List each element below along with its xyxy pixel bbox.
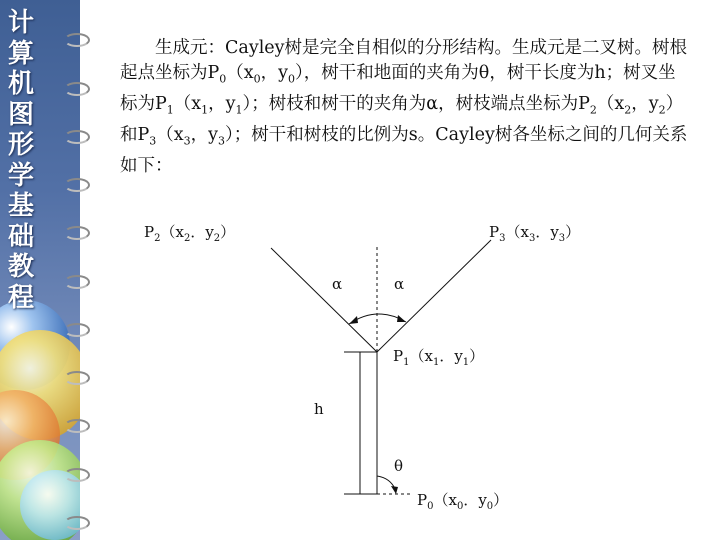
title-char: 学 bbox=[7, 160, 34, 191]
description-paragraph: 生成元：Cayley树是完全自相似的分形结构。生成元是二叉树。树根起点坐标为$P_0(x_0$，$y_0$），树干和地面的夹角为θ，树干长度为h；树叉坐标为$P_1(x_1$，$y_1$）；树枝和树干的夹角为α，树枝端点坐标为$P_2(x_2$，$y_2$）和$P_3(x_3$，$y_3$）；树干和树枝的比例为s。Cayley树各坐标之间的几何关系如下： bbox=[120, 38, 688, 176]
point-p2-label: $P_2(x_2$．$y_2$） bbox=[144, 223, 236, 244]
alpha-left-label: α bbox=[332, 275, 343, 293]
title-char: 形 bbox=[7, 130, 34, 160]
binder-ring bbox=[64, 130, 90, 144]
theta-arc-arrow bbox=[391, 486, 398, 494]
binder-ring bbox=[64, 33, 90, 47]
title-char: 程 bbox=[7, 282, 34, 313]
left-branch bbox=[271, 248, 377, 352]
course-title-vertical bbox=[2, 8, 40, 313]
title-char: 教 bbox=[7, 252, 34, 282]
title-char: 机 bbox=[7, 69, 34, 99]
alpha-arc-arrow bbox=[397, 315, 406, 322]
binder-ring bbox=[64, 178, 90, 192]
binder-ring bbox=[64, 82, 90, 96]
point-p0-label: $P_0(x_0$．$y_0$） bbox=[417, 491, 509, 512]
title-char: 图 bbox=[7, 99, 34, 130]
right-branch bbox=[377, 240, 491, 352]
theta-label: θ bbox=[394, 457, 404, 475]
point-p1-label: $P_1(x_1$．$y_1$） bbox=[393, 347, 485, 368]
alpha-arc-arrow bbox=[349, 316, 358, 324]
title-char: 算 bbox=[7, 38, 34, 69]
title-char: 计 bbox=[7, 8, 34, 38]
point-p3-label: $P_3(x_3$．$y_3$） bbox=[489, 223, 581, 244]
trunk-length-label: h bbox=[314, 400, 324, 418]
cayley-tree-diagram bbox=[86, 210, 720, 540]
alpha-right-label: α bbox=[394, 275, 405, 293]
title-char: 基 bbox=[7, 191, 34, 221]
title-char: 础 bbox=[7, 221, 34, 252]
